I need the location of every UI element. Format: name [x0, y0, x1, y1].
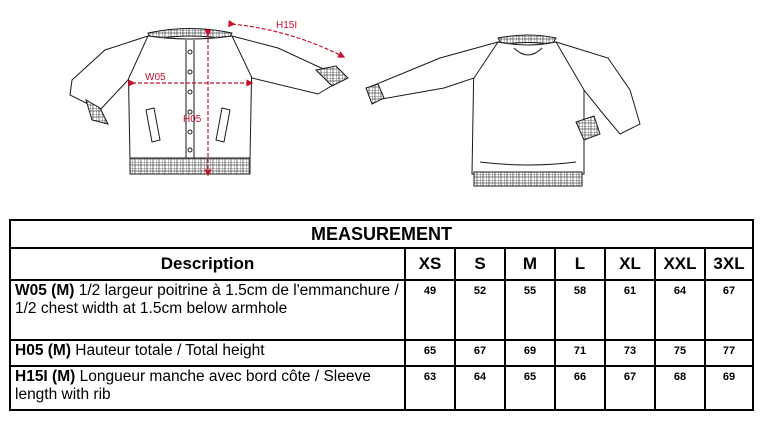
description-header: Description [10, 248, 405, 280]
front-hem-rib [130, 158, 250, 174]
back-hem-rib [474, 172, 582, 186]
row-value: 69 [505, 340, 555, 366]
row-text: 1/2 largeur poitrine à 1.5cm de l'emmanchure / 1/2 chest width at 1.5cm below armhole [15, 282, 399, 317]
sleeve-length-label: H15I [276, 20, 298, 31]
row-value: 64 [655, 280, 705, 340]
row-value: 67 [455, 340, 505, 366]
row-value: 67 [705, 280, 753, 340]
row-text: Hauteur totale / Total height [75, 342, 265, 359]
row-value: 77 [705, 340, 753, 366]
row-text: Longueur manche avec bord côte / Sleeve length with rib [15, 368, 371, 403]
row-description [10, 280, 405, 340]
row-value: 68 [655, 366, 705, 410]
size-header-xs: XS [405, 248, 455, 280]
row-code: H15I (M) [15, 368, 76, 385]
row-code: H05 (M) [15, 342, 71, 359]
row-description [10, 340, 405, 366]
row-value: 67 [605, 366, 655, 410]
row-value: 58 [555, 280, 605, 340]
table-row [10, 340, 753, 366]
table-title: MEASUREMENT [10, 220, 753, 248]
row-value: 66 [555, 366, 605, 410]
size-header-xxl: XXL [655, 248, 705, 280]
row-value: 55 [505, 280, 555, 340]
table-header-row [10, 248, 753, 280]
size-header-xl: XL [605, 248, 655, 280]
jacket-front-view [70, 29, 348, 175]
row-value: 69 [705, 366, 753, 410]
jacket-back-view [366, 35, 640, 186]
row-value: 73 [605, 340, 655, 366]
size-header-s: S [455, 248, 505, 280]
chest-width-label: W05 [145, 72, 166, 83]
size-header-3xl: 3XL [705, 248, 753, 280]
row-value: 61 [605, 280, 655, 340]
row-value: 65 [405, 340, 455, 366]
row-value: 52 [455, 280, 505, 340]
row-description [10, 366, 405, 410]
front-body [128, 36, 252, 160]
size-header-l: L [555, 248, 605, 280]
row-value: 64 [455, 366, 505, 410]
row-value: 63 [405, 366, 455, 410]
size-header-m: M [505, 248, 555, 280]
measurement-table [9, 219, 754, 411]
table-row [10, 280, 753, 340]
row-value: 75 [655, 340, 705, 366]
total-height-label: H05 [183, 114, 202, 125]
row-value: 65 [505, 366, 555, 410]
row-value: 49 [405, 280, 455, 340]
table-row [10, 366, 753, 410]
row-code: W05 (M) [15, 282, 75, 299]
row-value: 71 [555, 340, 605, 366]
garment-technical-drawing [0, 0, 760, 215]
